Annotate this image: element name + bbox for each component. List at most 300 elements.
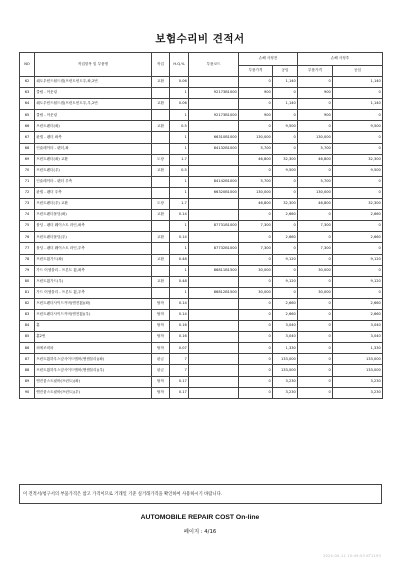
row-part-price-before: 5,700 [239, 176, 273, 187]
row-part-price-before: 0 [239, 276, 273, 287]
table-row [20, 276, 383, 287]
row-labor-after: 0 [333, 110, 383, 121]
row-no: 88 [20, 365, 35, 376]
table-row [20, 232, 383, 243]
row-no: 83 [20, 309, 35, 320]
row-hqty: 0.5 [170, 121, 189, 132]
row-part-price-before: 0 [239, 254, 273, 265]
row-item-name: 훈 [35, 321, 152, 332]
row-part-price-before: 0 [239, 376, 273, 387]
row-part-code: 66310B1000 [189, 132, 239, 143]
row-part-price-before: 0 [239, 232, 273, 243]
row-part-code [189, 77, 239, 88]
row-no: 85 [20, 332, 35, 343]
row-no: 84 [20, 321, 35, 332]
row-labor-after: 0 [333, 88, 383, 99]
row-part-price-before: 0 [239, 387, 273, 398]
row-no: 78 [20, 254, 35, 265]
row-labor-before: 3,230 [273, 387, 298, 398]
row-labor-after: 9,120 [333, 254, 383, 265]
row-no: 81 [20, 287, 35, 298]
row-labor-after: 133,000 [333, 354, 383, 365]
row-part-code [189, 309, 239, 320]
header-group-before: 손해 사정전 [239, 53, 298, 66]
row-labor-after: 2,660 [333, 298, 383, 309]
header-hqty: H.Q.% [170, 53, 189, 77]
row-part-price-after: 130,000 [298, 132, 333, 143]
row-labor-before: 0 [273, 132, 298, 143]
row-labor-after: 3,040 [333, 321, 383, 332]
row-labor-after: 0 [333, 265, 383, 276]
row-work-type: 교환 [152, 254, 170, 265]
row-labor-before: 9,120 [273, 276, 298, 287]
table-row [20, 354, 383, 365]
row-part-code [189, 354, 239, 365]
row-labor-after: 3,230 [333, 376, 383, 387]
row-part-price-after: 900 [298, 88, 333, 99]
row-item-name: 판넬 - 펜더 좌측 [35, 132, 152, 143]
row-labor-before: 1,330 [273, 343, 298, 354]
row-no: 72 [20, 187, 35, 198]
table-row [20, 210, 383, 221]
table-row [20, 332, 383, 343]
row-hqty: 0.17 [170, 387, 189, 398]
row-part-price-before: 0 [239, 321, 273, 332]
row-hqty: 1 [170, 88, 189, 99]
row-labor-before: 2,660 [273, 232, 298, 243]
row-labor-before: 9,500 [273, 165, 298, 176]
row-labor-after: 9,500 [333, 121, 383, 132]
table-row [20, 88, 383, 99]
row-no: 76 [20, 232, 35, 243]
table-row [20, 243, 383, 254]
row-labor-before: 2,660 [273, 210, 298, 221]
row-part-price-before: 900 [239, 110, 273, 121]
table-row [20, 265, 383, 276]
row-labor-after: 1,140 [333, 77, 383, 88]
row-labor-after: 0 [333, 143, 383, 154]
row-labor-after: 0 [333, 132, 383, 143]
row-part-code [189, 154, 239, 165]
row-item-name: 엔진룸스트럿바(프런트)(좌) [35, 376, 152, 387]
row-hqty: 0.48 [170, 276, 189, 287]
row-work-type [152, 265, 170, 276]
row-labor-before: 0 [273, 243, 298, 254]
row-no: 82 [20, 298, 35, 309]
row-labor-before: 9,120 [273, 254, 298, 265]
row-hqty: 1 [170, 287, 189, 298]
row-part-price-after: 0 [298, 77, 333, 88]
estimate-table [19, 52, 383, 399]
row-no: 71 [20, 176, 35, 187]
row-work-type [152, 132, 170, 143]
row-part-code [189, 99, 239, 110]
row-hqty: 0.06 [170, 99, 189, 110]
row-no: 70 [20, 165, 35, 176]
row-part-code: 84132B1000 [189, 143, 239, 154]
row-part-price-after: 7,300 [298, 221, 333, 232]
row-part-code [189, 199, 239, 210]
row-no: 86 [20, 343, 35, 354]
row-no: 87 [20, 354, 35, 365]
row-part-code [189, 165, 239, 176]
row-labor-before: 1,140 [273, 99, 298, 110]
row-part-price-before: 0 [239, 99, 273, 110]
table-row [20, 99, 383, 110]
row-hqty: 0.48 [170, 254, 189, 265]
row-work-type: 탈착 [152, 343, 170, 354]
table-row [20, 254, 383, 265]
table-row [20, 287, 383, 298]
row-part-price-before: 0 [239, 210, 273, 221]
row-labor-after: 133,000 [333, 365, 383, 376]
row-labor-before: 0 [273, 143, 298, 154]
row-work-type [152, 176, 170, 187]
page-number: 페이지 : 4/16 [183, 529, 217, 535]
row-part-price-after: 30,000 [298, 287, 333, 298]
header-labor-after: 공임 [333, 66, 383, 77]
row-item-name: 가드 어셈블리 - 프론트 휠,좌측 [35, 265, 152, 276]
table-row [20, 365, 383, 376]
row-part-code: 66320B1000 [189, 187, 239, 198]
row-part-price-after: 5,700 [298, 143, 333, 154]
row-labor-after: 0 [333, 187, 383, 198]
row-part-price-after: 0 [298, 387, 333, 398]
row-work-type: 도장 [152, 154, 170, 165]
row-labor-before: 3,040 [273, 321, 298, 332]
row-hqty: 1.7 [170, 199, 189, 210]
row-labor-before: 32,300 [273, 199, 298, 210]
row-work-type [152, 88, 170, 99]
row-item-name: 쉐도우윈드쉴드캡(프런트윈도우,우,2번 [35, 99, 152, 110]
row-part-price-after: 0 [298, 99, 333, 110]
row-item-name: 프런트펜더(우) 교환 [35, 199, 152, 210]
row-work-type: 탈착 [152, 321, 170, 332]
row-work-type: 교환 [152, 165, 170, 176]
row-hqty: 1 [170, 265, 189, 276]
page-title: 보험수리비 견적서 [155, 33, 245, 45]
row-labor-before: 2,660 [273, 298, 298, 309]
row-item-name: 몰딩 - 펜더 웨이스트 라인,좌측 [35, 221, 152, 232]
row-part-price-after: 0 [298, 365, 333, 376]
row-work-type [152, 143, 170, 154]
row-part-price-before: 0 [239, 343, 273, 354]
row-labor-before: 0 [273, 88, 298, 99]
row-part-price-after: 5,700 [298, 176, 333, 187]
row-item-name: 판넬 - 펜더 우측 [35, 187, 152, 198]
row-labor-after: 9,120 [333, 276, 383, 287]
row-part-price-before: 5,700 [239, 143, 273, 154]
row-labor-before: 0 [273, 176, 298, 187]
row-item-name: 훈2번 [35, 332, 152, 343]
print-watermark: 2024-00-11 15:49:53 KT1193 [323, 554, 381, 558]
row-part-price-before: 130,000 [239, 132, 273, 143]
header-part-code: 부품코드 [189, 53, 239, 77]
row-item-name: 외에조비파 [35, 343, 152, 354]
row-labor-before: 1,140 [273, 77, 298, 88]
row-item-name: 클립 - 아웃링 [35, 88, 152, 99]
row-work-type [152, 187, 170, 198]
row-hqty: 7 [170, 354, 189, 365]
row-part-price-after: 130,000 [298, 187, 333, 198]
row-part-price-before: 7,300 [239, 243, 273, 254]
row-part-price-before: 30,000 [239, 265, 273, 276]
row-hqty: 0.14 [170, 232, 189, 243]
row-part-code [189, 321, 239, 332]
row-part-price-after: 0 [298, 276, 333, 287]
row-work-type: 탈착 [152, 332, 170, 343]
row-item-name: 엔진룸스트럿바(프런트)(우) [35, 387, 152, 398]
row-part-code [189, 387, 239, 398]
row-item-name: 프런트펜더몰딩(우) [35, 232, 152, 243]
row-no: 66 [20, 121, 35, 132]
row-labor-after: 2,660 [333, 309, 383, 320]
row-part-price-before: 46,800 [239, 154, 273, 165]
row-no: 65 [20, 110, 35, 121]
row-part-price-after: 0 [298, 165, 333, 176]
row-hqty: 1 [170, 176, 189, 187]
row-item-name: 쉐도우윈드쉴드캡(프런트윈도우,좌,2번 [35, 77, 152, 88]
header-part-price-before: 부품가격 [239, 66, 273, 77]
row-labor-before: 133,000 [273, 365, 298, 376]
row-labor-after: 1,330 [333, 343, 383, 354]
row-hqty: 1 [170, 132, 189, 143]
row-labor-before: 9,500 [273, 121, 298, 132]
table-row [20, 321, 383, 332]
row-part-price-before: 0 [239, 332, 273, 343]
header-group-after: 손해 사정후 [298, 53, 383, 66]
row-part-code [189, 121, 239, 132]
row-hqty: 0.16 [170, 332, 189, 343]
row-work-type [152, 110, 170, 121]
row-labor-before: 3,040 [273, 332, 298, 343]
row-hqty: 7 [170, 365, 189, 376]
row-part-price-before: 0 [239, 309, 273, 320]
row-part-code: 86812B1500 [189, 287, 239, 298]
row-item-name: 프런트휠하우스앞사이드멤버(앤셈블리)(좌) [35, 354, 152, 365]
row-labor-after: 0 [333, 243, 383, 254]
row-part-code: 86811B1500 [189, 265, 239, 276]
table-row [20, 176, 383, 187]
row-item-name: 클립 - 아웃링 [35, 110, 152, 121]
footer-title: AUTOMOBILE REPAIR COST On-line [140, 514, 260, 521]
row-hqty: 1 [170, 110, 189, 121]
row-work-type: 교환 [152, 232, 170, 243]
row-no: 74 [20, 210, 35, 221]
row-labor-after: 1,140 [333, 99, 383, 110]
row-item-name: 인슐레이터 - 펜더 우측 [35, 176, 152, 187]
row-part-price-before: 900 [239, 88, 273, 99]
table-row [20, 343, 383, 354]
row-labor-before: 0 [273, 187, 298, 198]
row-hqty: 0.5 [170, 165, 189, 176]
row-hqty: 0.14 [170, 309, 189, 320]
row-work-type: 도장 [152, 199, 170, 210]
row-item-name: 몰딩 - 펜더 웨이스트 라인,우측 [35, 243, 152, 254]
row-item-name: 프런트휠가드(좌) [35, 254, 152, 265]
row-hqty: 1 [170, 243, 189, 254]
row-part-price-before: 0 [239, 165, 273, 176]
table-row [20, 165, 383, 176]
row-part-code [189, 210, 239, 221]
row-work-type: 판금 [152, 365, 170, 376]
row-hqty: 1 [170, 221, 189, 232]
row-work-type: 탈착 [152, 298, 170, 309]
row-part-price-before: 0 [239, 354, 273, 365]
row-hqty: 1 [170, 143, 189, 154]
row-no: 62 [20, 77, 35, 88]
header-labor-before: 공임 [273, 66, 298, 77]
row-part-price-after: 0 [298, 298, 333, 309]
row-part-price-after: 0 [298, 210, 333, 221]
row-labor-before: 0 [273, 110, 298, 121]
row-hqty: 0.14 [170, 298, 189, 309]
row-no: 64 [20, 99, 35, 110]
header-work: 작업 [152, 53, 170, 77]
row-no: 69 [20, 154, 35, 165]
row-part-price-before: 0 [239, 121, 273, 132]
table-row [20, 187, 383, 198]
row-part-price-after: 0 [298, 343, 333, 354]
row-hqty: 1 [170, 187, 189, 198]
row-item-name: 가드 어셈블리 - 프론트 휠,우측 [35, 287, 152, 298]
row-hqty: 0.14 [170, 210, 189, 221]
table-row [20, 121, 383, 132]
row-labor-before: 0 [273, 221, 298, 232]
table-row [20, 110, 383, 121]
row-item-name: 프런트휠하우스앞사이드멤버(앤셈블리)(우) [35, 365, 152, 376]
row-item-name: 인슐레이터 - 펜더,좌 [35, 143, 152, 154]
table-row [20, 132, 383, 143]
header-work-part: 작업항목 및 부품명 [35, 53, 152, 77]
row-no: 73 [20, 199, 35, 210]
row-no: 68 [20, 143, 35, 154]
row-labor-before: 3,230 [273, 376, 298, 387]
row-part-code [189, 276, 239, 287]
row-work-type: 교환 [152, 99, 170, 110]
table-row [20, 77, 383, 88]
row-part-price-before: 0 [239, 77, 273, 88]
row-labor-after: 0 [333, 221, 383, 232]
row-part-code [189, 332, 239, 343]
row-work-type [152, 221, 170, 232]
row-labor-before: 0 [273, 287, 298, 298]
row-part-code: 92173B1000 [189, 110, 239, 121]
table-row [20, 387, 383, 398]
row-labor-before: 0 [273, 265, 298, 276]
table-row [20, 221, 383, 232]
row-labor-after: 32,300 [333, 199, 383, 210]
row-part-price-after: 46,800 [298, 154, 333, 165]
row-work-type: 탈착 [152, 387, 170, 398]
row-no: 89 [20, 376, 35, 387]
row-hqty: 1.7 [170, 154, 189, 165]
row-item-name: 프런트펜더(좌) [35, 121, 152, 132]
row-work-type [152, 287, 170, 298]
row-no: 79 [20, 265, 35, 276]
row-part-price-after: 7,300 [298, 243, 333, 254]
table-row [20, 298, 383, 309]
row-part-price-after: 0 [298, 321, 333, 332]
row-part-code [189, 254, 239, 265]
row-hqty: 0.07 [170, 343, 189, 354]
row-no: 90 [20, 387, 35, 398]
row-item-name: 프런트펜더사이드커버(앤전휠)(좌) [35, 298, 152, 309]
row-item-name: 프런트펜더몰딩(좌) [35, 210, 152, 221]
row-part-code [189, 376, 239, 387]
row-no: 75 [20, 221, 35, 232]
row-labor-after: 0 [333, 287, 383, 298]
table-row [20, 154, 383, 165]
row-part-price-after: 0 [298, 354, 333, 365]
row-no: 77 [20, 243, 35, 254]
row-work-type: 탈착 [152, 309, 170, 320]
row-hqty: 0.16 [170, 321, 189, 332]
row-work-type: 탈착 [152, 376, 170, 387]
row-work-type: 판금 [152, 354, 170, 365]
table-row [20, 199, 383, 210]
row-part-code [189, 365, 239, 376]
row-labor-before: 2,660 [273, 309, 298, 320]
row-part-code [189, 343, 239, 354]
row-part-price-after: 30,000 [298, 265, 333, 276]
row-part-code: 92173B1000 [189, 88, 239, 99]
row-part-price-after: 0 [298, 332, 333, 343]
row-labor-before: 32,300 [273, 154, 298, 165]
row-labor-after: 3,230 [333, 387, 383, 398]
row-labor-after: 9,500 [333, 165, 383, 176]
row-part-price-after: 0 [298, 309, 333, 320]
row-part-price-after: 0 [298, 121, 333, 132]
row-no: 67 [20, 132, 35, 143]
row-labor-after: 2,660 [333, 232, 383, 243]
row-no: 80 [20, 276, 35, 287]
table-row [20, 309, 383, 320]
row-part-price-before: 7,300 [239, 221, 273, 232]
row-part-code [189, 232, 239, 243]
row-part-code: 84142B1000 [189, 176, 239, 187]
row-labor-after: 0 [333, 176, 383, 187]
row-part-price-before: 0 [239, 298, 273, 309]
price-notice: 이 견적서/청구서의 부품가격은 참고 가격이므로 거래일 기준 실거래가격을 확인하여 사용하시기 바랍니다. [19, 484, 382, 504]
row-labor-after: 32,300 [333, 154, 383, 165]
row-hqty: 0.17 [170, 376, 189, 387]
row-part-price-before: 46,800 [239, 199, 273, 210]
header-no: NO [20, 53, 35, 77]
row-part-code [189, 298, 239, 309]
row-part-price-before: 30,000 [239, 287, 273, 298]
row-work-type: 교환 [152, 121, 170, 132]
row-labor-before: 133,000 [273, 354, 298, 365]
header-part-price-after: 부품가격 [298, 66, 333, 77]
row-part-price-before: 0 [239, 365, 273, 376]
row-work-type: 교환 [152, 276, 170, 287]
row-item-name: 프런트펜더사이드커버(앤전휠)(우) [35, 309, 152, 320]
row-part-code: 87731B1000 [189, 221, 239, 232]
row-item-name: 프런트펜더(우) [35, 165, 152, 176]
row-part-code: 87732B1000 [189, 243, 239, 254]
row-part-price-after: 900 [298, 110, 333, 121]
row-item-name: 프런트펜더(좌) 교환 [35, 154, 152, 165]
row-part-price-after: 0 [298, 254, 333, 265]
row-part-price-after: 0 [298, 376, 333, 387]
row-work-type: 교환 [152, 210, 170, 221]
table-row [20, 376, 383, 387]
row-labor-after: 2,660 [333, 210, 383, 221]
row-no: 63 [20, 88, 35, 99]
row-item-name: 프런트휠가드(우) [35, 276, 152, 287]
row-part-price-before: 130,000 [239, 187, 273, 198]
